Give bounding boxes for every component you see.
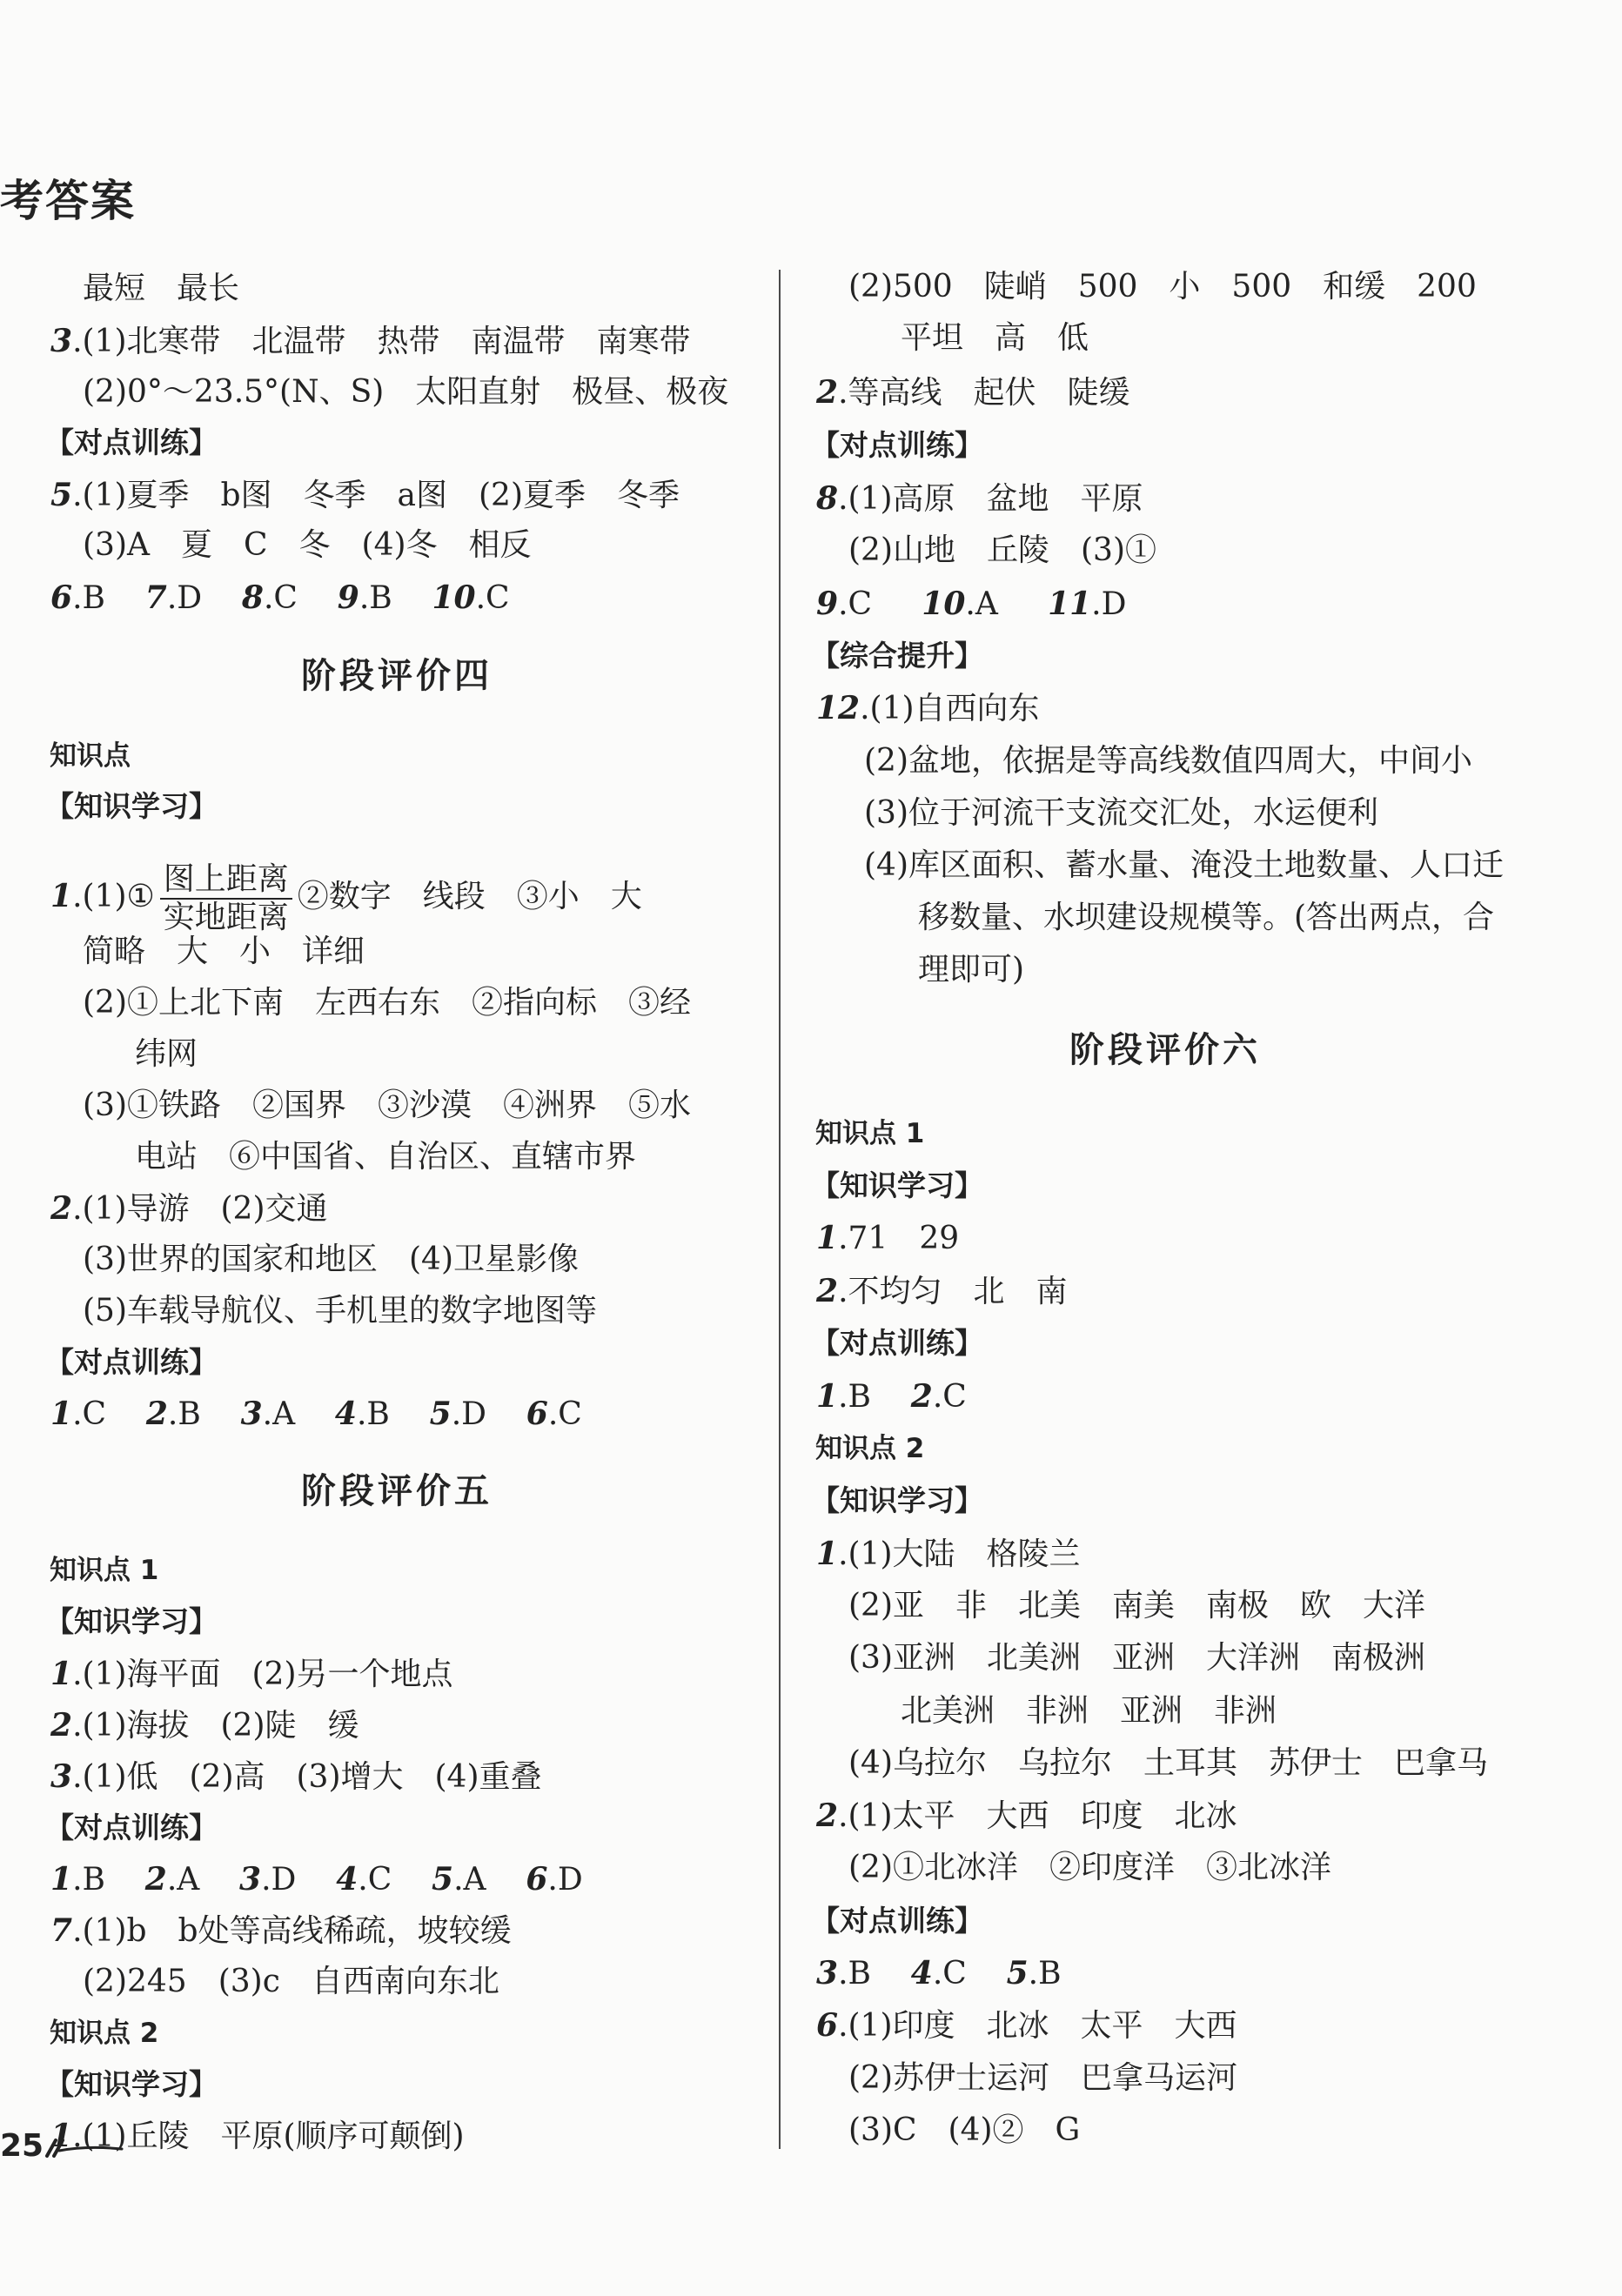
answer-line: (2)苏伊士运河 巴拿马运河 xyxy=(848,2060,1237,2096)
section-heading: 【知识学习】 xyxy=(811,1168,983,1202)
answer-line: 1.(1)丘陵 平原(顺序可颠倒) xyxy=(50,2118,465,2154)
section-heading: 【对点训练】 xyxy=(45,1811,218,1844)
answer-line: 1.(1)海平面 (2)另一个地点 xyxy=(50,1656,453,1692)
answer-line: 6.B 7.D 8.C 9.B 10.C xyxy=(50,579,510,616)
answer-line: (2)①北冰洋 ②印度洋 ③北冰洋 xyxy=(848,1850,1331,1885)
answer-line: 1.B 2.A 3.D 4.C 5.A 6.D xyxy=(50,1861,583,1898)
section-heading: 【对点训练】 xyxy=(45,425,218,459)
answer-line: (4)乌拉尔 乌拉尔 土耳其 苏伊士 巴拿马 xyxy=(848,1745,1488,1781)
section-heading: 【对点训练】 xyxy=(811,428,983,462)
page-title: 考答案 xyxy=(0,176,136,226)
answer-line: 6.(1)印度 北冰 太平 大西 xyxy=(816,2007,1237,2044)
answer-line: 理即可) xyxy=(918,952,1025,987)
answer-line: 2.(1)导游 (2)交通 xyxy=(50,1190,328,1227)
knowledge-point: 知识点 xyxy=(50,740,131,772)
answer-line: (3)亚洲 北美洲 亚洲 大洋洲 南极洲 xyxy=(848,1640,1425,1676)
answer-line: (2)①上北下南 左西右东 ②指向标 ③经 xyxy=(83,985,691,1021)
section-heading: 【对点训练】 xyxy=(811,1326,983,1360)
answer-line: 1.(1)大陆 格陵兰 xyxy=(816,1536,1081,1572)
section-heading: 【知识学习】 xyxy=(45,2067,218,2101)
answer-line: 3.(1)北寒带 北温带 热带 南温带 南寒带 xyxy=(50,323,691,359)
answer-line: (3)位于河流干支流交汇处，水运便利 xyxy=(864,795,1378,831)
answer-line: 2.不均匀 北 南 xyxy=(816,1273,1068,1309)
answer-line: 1.C 2.B 3.A 4.B 5.D 6.C xyxy=(50,1396,582,1432)
answer-line: 2.等高线 起伏 陡缓 xyxy=(816,374,1130,411)
knowledge-point: 知识点 1 xyxy=(815,1118,925,1149)
answer-line: (3)A 夏 C 冬 (4)冬 相反 xyxy=(83,527,532,563)
answer-line: (3)世界的国家和地区 (4)卫星影像 xyxy=(83,1242,579,1277)
answer-line: 平坦 高 低 xyxy=(901,320,1089,356)
answer-line: 3.(1)低 (2)高 (3)增大 (4)重叠 xyxy=(50,1758,542,1795)
answer-line: 移数量、水坝建设规模等。(答出两点，合 xyxy=(918,900,1495,935)
answer-line: (2)亚 非 北美 南美 南极 欧 大洋 xyxy=(848,1588,1425,1623)
stage-title: 阶段评价五 xyxy=(301,1470,493,1511)
section-heading: 【知识学习】 xyxy=(45,1604,218,1638)
answer-line: 1.B 2.C xyxy=(816,1378,967,1415)
answer-line: 12.(1)自西向东 xyxy=(816,690,1040,726)
answer-line: 8.(1)高原 盆地 平原 xyxy=(816,480,1143,517)
section-heading: 【对点训练】 xyxy=(811,1904,983,1938)
answer-line: 1.(1)① $\frac{\text{图上距离}}{\text{实地距离}}$ ②数字 线段 ③小 大 xyxy=(50,861,642,935)
stage-title: 阶段评价四 xyxy=(301,655,493,696)
answer-line: 7.(1)b b处等高线稀疏，坡较缓 xyxy=(50,1912,512,1949)
column-divider xyxy=(779,270,781,2149)
page-number: 25 xyxy=(0,2128,44,2164)
answer-line: 最短 最长 xyxy=(83,271,240,306)
answer-line: 5.(1)夏季 b图 冬季 a图 (2)夏季 冬季 xyxy=(50,477,680,513)
section-heading: 【知识学习】 xyxy=(45,789,218,823)
answer-line: 纬网 xyxy=(135,1036,198,1072)
section-heading: 【综合提升】 xyxy=(811,639,983,673)
answer-line: (3)C (4)② G xyxy=(848,2112,1081,2148)
stage-title: 阶段评价六 xyxy=(1069,1029,1261,1070)
answer-line: 9.C 10.A 11.D xyxy=(816,586,1127,622)
section-heading: 【对点训练】 xyxy=(45,1345,218,1379)
answer-line: 简略 大 小 详细 xyxy=(83,934,365,969)
answer-line: 2.(1)太平 大西 印度 北冰 xyxy=(816,1797,1237,1834)
knowledge-point: 知识点 1 xyxy=(50,1555,159,1586)
answer-line: (2)山地 丘陵 (3)① xyxy=(848,532,1156,568)
answer-line: (3)①铁路 ②国界 ③沙漠 ④洲界 ⑤水 xyxy=(83,1088,691,1123)
answer-line: 2.(1)海拔 (2)陡 缓 xyxy=(50,1707,359,1744)
answer-line: (5)车载导航仪、手机里的数字地图等 xyxy=(83,1293,597,1329)
knowledge-point: 知识点 2 xyxy=(815,1433,925,1464)
answer-line: (4)库区面积、蓄水量、淹没土地数量、人口迁 xyxy=(864,847,1504,883)
knowledge-point: 知识点 2 xyxy=(50,2018,159,2049)
answer-line: (2)盆地，依据是等高线数值四周大，中间小 xyxy=(864,743,1472,779)
section-heading: 【知识学习】 xyxy=(811,1483,983,1517)
answer-line: (2)245 (3)c 自西南向东北 xyxy=(83,1964,499,1999)
answer-line: 3.B 4.C 5.B xyxy=(816,1955,1062,1991)
answer-line: 1.71 29 xyxy=(816,1220,960,1256)
publisher-swoosh-icon xyxy=(44,2133,126,2159)
answer-line: 北美洲 非洲 亚洲 非洲 xyxy=(901,1693,1277,1729)
answer-line: 电站 ⑥中国省、自治区、直辖市界 xyxy=(135,1139,637,1175)
answer-line: (2)0°～23.5°(N、S) 太阳直射 极昼、极夜 xyxy=(83,374,729,410)
scale-fraction: $\frac{\text{图上距离}}{\text{实地距离}}$ xyxy=(160,861,292,936)
answer-line: (2)500 陡峭 500 小 500 和缓 200 xyxy=(848,269,1477,305)
